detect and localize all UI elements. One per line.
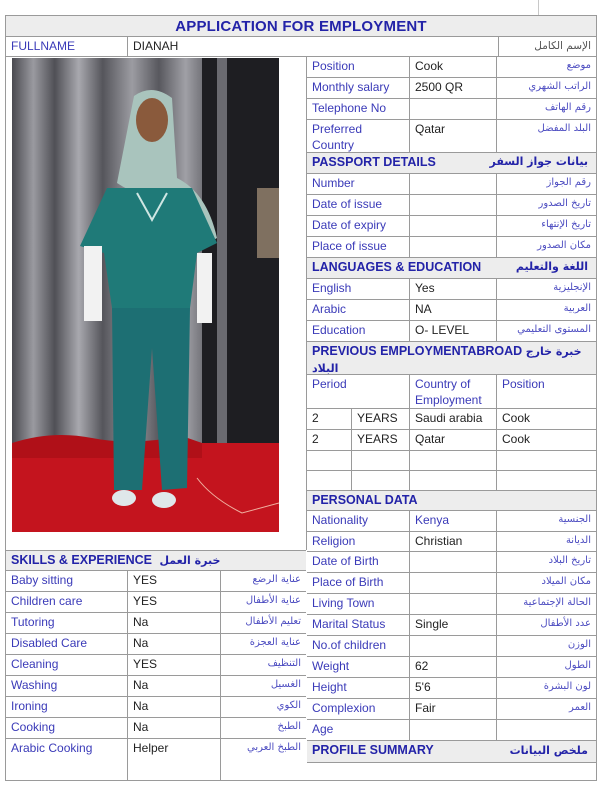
fullname-label-ar: الإسم الكامل <box>498 37 596 57</box>
place-of-issue-label-ar: مكان الصدور <box>497 237 596 258</box>
marital-status-label: Marital Status <box>307 615 410 636</box>
passport-number-label: Number <box>307 174 410 195</box>
previous-employment-heading <box>307 342 596 375</box>
arabic-cooking-label: Arabic Cooking <box>6 739 128 781</box>
passport-heading <box>307 153 596 174</box>
skills-heading-text: SKILLS & EXPERIENCE <box>11 553 152 567</box>
country-column-header: Country of Employment <box>410 375 497 409</box>
cleaning-value: YES <box>128 655 221 676</box>
washing-label-ar: الغسيل <box>221 676 306 697</box>
top-divider <box>538 0 539 15</box>
tutoring-label-ar: تعليم الأطفال <box>221 613 306 634</box>
passport-heading-text: PASSPORT DETAILS <box>312 155 436 169</box>
cooking-label-ar: الطبخ <box>221 718 306 739</box>
children-label: No.of children <box>307 636 410 657</box>
children-label-ar: الوزن <box>497 636 596 657</box>
place-of-birth-label: Place of Birth <box>307 573 410 594</box>
passport-heading-ar: بيانات جواز السفر <box>489 155 588 168</box>
employment-row-3-unit <box>352 451 410 471</box>
employment-row-2-unit: YEARS <box>352 430 410 451</box>
date-of-issue-value <box>410 195 497 216</box>
arabic-cooking-label-ar: الطبخ العربي <box>247 742 301 753</box>
cooking-label: Cooking <box>6 718 128 739</box>
disabled-care-label-ar: عناية العجزة <box>221 634 306 655</box>
employment-row-1-unit: YEARS <box>352 409 410 430</box>
religion-value: Christian <box>410 532 497 552</box>
employment-row-4-period <box>307 471 352 491</box>
profile-summary-heading-text: PROFILE SUMMARY <box>312 743 434 757</box>
date-of-birth-label-ar: تاريخ البلاد <box>497 552 596 573</box>
cleaning-label: Cleaning <box>6 655 128 676</box>
position-column-header: Position <box>497 375 596 409</box>
ironing-label: Ironing <box>6 697 128 718</box>
profile-summary-value <box>307 763 596 783</box>
place-of-issue-label: Place of issue <box>307 237 410 258</box>
living-town-label-ar: الحالة الإجتماعية <box>497 594 596 615</box>
height-value: 5'6 <box>410 678 497 699</box>
ironing-value: Na <box>128 697 221 718</box>
complexion-label: Complexion <box>307 699 410 720</box>
washing-value: Na <box>128 676 221 697</box>
nationality-value: Kenya <box>410 511 497 532</box>
complexion-label-ar: العمر <box>497 699 596 720</box>
languages-heading-ar: اللغة والتعليم <box>515 260 588 273</box>
arabic-cooking-value: Helper <box>128 739 221 781</box>
employment-row-3-position <box>497 451 596 471</box>
monthly-salary-value: 2500 QR <box>410 78 497 99</box>
age-value <box>410 720 497 741</box>
cleaning-label-ar: التنظيف <box>221 655 306 676</box>
education-value: O- LEVEL <box>410 321 497 342</box>
nationality-label-ar: الجنسية <box>497 511 596 532</box>
employment-row-4-country <box>410 471 497 491</box>
living-town-value <box>410 594 497 615</box>
date-of-expiry-value <box>410 216 497 237</box>
children-value <box>410 636 497 657</box>
fullname-row <box>6 37 596 57</box>
english-value: Yes <box>410 279 497 300</box>
telephone-value <box>410 99 497 120</box>
education-label-ar: المستوى التعليمي <box>497 321 596 342</box>
age-label-ar <box>497 720 596 741</box>
ironing-label-ar: الكوي <box>221 697 306 718</box>
date-of-expiry-label: Date of expiry <box>307 216 410 237</box>
employment-row-4-position <box>497 471 596 491</box>
marital-status-value: Single <box>410 615 497 636</box>
english-label: English <box>307 279 410 300</box>
washing-label: Washing <box>6 676 128 697</box>
nationality-label: Nationality <box>307 511 410 532</box>
fullname-label: FULLNAME <box>6 37 128 57</box>
position-value: Cook <box>410 57 497 78</box>
weight-label-ar: الطول <box>497 657 596 678</box>
passport-number-label-ar: رقم الجواز <box>497 174 596 195</box>
complexion-value: Fair <box>410 699 497 720</box>
employment-row-4-unit <box>352 471 410 491</box>
date-of-birth-value <box>410 552 497 573</box>
languages-heading <box>307 258 596 279</box>
living-town-label: Living Town <box>307 594 410 615</box>
baby-sitting-label: Baby sitting <box>6 571 128 592</box>
position-label-ar: موضع <box>497 57 596 78</box>
preferred-country-label: Preferred Country <box>307 120 410 153</box>
place-of-birth-label-ar: مكان الميلاد <box>497 573 596 594</box>
position-label: Position <box>307 57 410 78</box>
marital-status-label-ar: عدد الأطفال <box>497 615 596 636</box>
employment-row-1-position: Cook <box>497 409 596 430</box>
languages-heading-text: LANGUAGES & EDUCATION <box>312 260 482 274</box>
telephone-label: Telephone No <box>307 99 410 120</box>
employment-application-form <box>5 15 597 781</box>
place-of-birth-value <box>410 573 497 594</box>
applicant-photo <box>12 58 279 532</box>
children-care-label-ar: عناية الأطفال <box>221 592 306 613</box>
tutoring-label: Tutoring <box>6 613 128 634</box>
fullname-value: DIANAH <box>133 39 179 53</box>
age-label: Age <box>307 720 410 741</box>
weight-value: 62 <box>410 657 497 678</box>
date-of-birth-label: Date of Birth <box>307 552 410 573</box>
photo-spacer <box>6 57 306 58</box>
skills-section <box>6 550 306 780</box>
preferred-country-label-ar: البلد المفضل <box>497 120 596 153</box>
height-label: Height <box>307 678 410 699</box>
employment-row-2-period: 2 <box>307 430 352 451</box>
place-of-issue-value <box>410 237 497 258</box>
employment-row-3-period <box>307 451 352 471</box>
religion-label-ar: الديانة <box>497 532 596 552</box>
profile-summary-heading <box>307 741 596 763</box>
children-care-label: Children care <box>6 592 128 613</box>
disabled-care-value: Na <box>128 634 221 655</box>
english-label-ar: الإنجليزية <box>497 279 596 300</box>
monthly-salary-label-ar: الراتب الشهري <box>497 78 596 99</box>
employment-row-3-country <box>410 451 497 471</box>
period-column-header: Period <box>307 375 410 409</box>
arabic-label: Arabic <box>307 300 410 321</box>
profile-summary-heading-ar: ملخص البيانات <box>509 744 588 757</box>
weight-label: Weight <box>307 657 410 678</box>
date-of-issue-label: Date of issue <box>307 195 410 216</box>
date-of-expiry-label-ar: تاريخ الإنتهاء <box>497 216 596 237</box>
skills-heading-ar: خبرة العمل <box>159 554 221 567</box>
cooking-value: Na <box>128 718 221 739</box>
arabic-label-ar: العربية <box>497 300 596 321</box>
skills-heading <box>6 551 306 571</box>
passport-number-value <box>410 174 497 195</box>
previous-employment-heading-text: PREVIOUS EMPLOYMENTABROAD <box>312 344 523 358</box>
employment-row-2-country: Qatar <box>410 430 497 451</box>
religion-label: Religion <box>307 532 410 552</box>
preferred-country-value: Qatar <box>410 120 497 153</box>
date-of-issue-label-ar: تاريخ الصدور <box>497 195 596 216</box>
employment-row-1-country: Saudi arabia <box>410 409 497 430</box>
employment-row-1-period: 2 <box>307 409 352 430</box>
monthly-salary-label: Monthly salary <box>307 78 410 99</box>
form-title: APPLICATION FOR EMPLOYMENT <box>6 16 596 37</box>
baby-sitting-label-ar: عناية الرضع <box>221 571 306 592</box>
telephone-label-ar: رقم الهاتف <box>497 99 596 120</box>
height-label-ar: لون البشرة <box>497 678 596 699</box>
arabic-value: NA <box>410 300 497 321</box>
children-care-value: YES <box>128 592 221 613</box>
employment-row-2-position: Cook <box>497 430 596 451</box>
disabled-care-label: Disabled Care <box>6 634 128 655</box>
education-label: Education <box>307 321 410 342</box>
baby-sitting-value: YES <box>128 571 221 592</box>
previous-employment-heading-ar: خبرة خارج البلاد <box>312 345 582 375</box>
tutoring-value: Na <box>128 613 221 634</box>
personal-data-heading: PERSONAL DATA <box>307 491 596 511</box>
